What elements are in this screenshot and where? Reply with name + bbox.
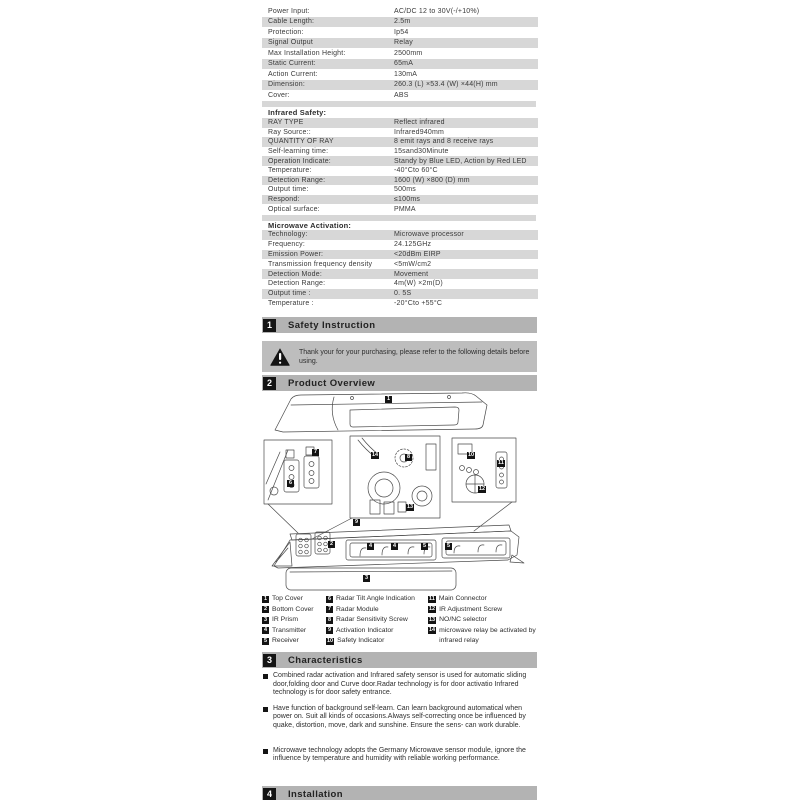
- spec-value: 24.125GHz: [394, 241, 432, 249]
- spec-label: Self-learning time:: [268, 148, 329, 156]
- spec-label: QUANTITY OF RAY: [268, 138, 334, 146]
- parts-list-item: [428, 626, 538, 646]
- spec-value: 2.5m: [394, 18, 411, 26]
- spec-row: [262, 176, 538, 186]
- table-separator: [262, 101, 536, 107]
- spec-row: [262, 156, 538, 166]
- warning-triangle-icon: [269, 347, 291, 367]
- spec-row: [262, 6, 538, 17]
- spec-label: Operation Indicate:: [268, 157, 331, 165]
- diagram-part-number-badge: 11: [498, 460, 504, 466]
- part-number-badge: 5: [263, 637, 268, 644]
- parts-list-item: [262, 605, 324, 615]
- section-number-badge: 2: [263, 377, 276, 390]
- parts-list-item: [262, 594, 324, 604]
- spec-row: [262, 80, 538, 91]
- spec-row: [262, 90, 538, 101]
- part-label: NO/NC selector: [439, 616, 487, 623]
- spec-label: Dimension:: [268, 81, 306, 89]
- part-label: IR Adjustment Screw: [439, 605, 503, 613]
- spec-label: RAY TYPE: [268, 119, 304, 127]
- spec-row: [262, 289, 538, 299]
- part-label: Main Connector: [438, 595, 487, 602]
- spec-row: [262, 38, 538, 49]
- spec-row: [262, 269, 538, 279]
- spec-value: Movement: [394, 270, 429, 278]
- spec-label: Cable Length:: [268, 18, 315, 26]
- parts-legend: [262, 594, 538, 652]
- spec-value: ABS: [394, 91, 409, 99]
- general-spec-table: [262, 6, 538, 101]
- part-number-badge: 14: [429, 627, 436, 633]
- parts-list-item: [262, 615, 324, 625]
- part-label: microwave relay be activated by infrared relay: [439, 626, 536, 644]
- spec-label: Detection Range:: [268, 280, 326, 288]
- spec-value: <5mW/cm2: [394, 260, 432, 268]
- section-header-installation: [262, 786, 537, 800]
- spec-value: 500ms: [394, 186, 417, 194]
- part-number-badge: 8: [327, 616, 332, 623]
- part-label: Radar Sensitivity Screw: [336, 616, 408, 623]
- spec-label: Emission Power:: [268, 250, 324, 258]
- part-label: IR Prism: [272, 616, 299, 623]
- spec-row: [262, 240, 538, 250]
- diagram-part-number-badge: 6: [288, 480, 293, 486]
- infrared-spec-table: [262, 118, 538, 214]
- warning-text: Thank your for your purchasing, please refer to the following details before using.: [299, 348, 530, 365]
- spec-value: Relay: [394, 39, 413, 47]
- spec-value: 4m(W) ×2m(D): [394, 280, 443, 288]
- infrared-section-title: Infrared Safety:: [268, 108, 327, 117]
- warning-box: [262, 341, 537, 372]
- characteristics-text: Microwave technology adopts the Germany Microwave sensor module, ignore the influence by temperature and humidity with reliable working performance.: [273, 746, 526, 763]
- diagram-part-number-badge: 1: [386, 396, 391, 402]
- parts-list-item: [326, 605, 428, 615]
- spec-row: [262, 27, 538, 38]
- parts-list-item: [326, 615, 428, 625]
- spec-label: Output time :: [268, 290, 311, 298]
- parts-list-item: [326, 594, 428, 604]
- section-title: Product Overview: [288, 377, 376, 389]
- spec-value: <20dBm EIRP: [394, 250, 441, 258]
- spec-row: [262, 259, 538, 269]
- spec-row: [262, 128, 538, 138]
- spec-value: Infrared940mm: [394, 128, 445, 136]
- spec-value: Ip54: [394, 28, 409, 36]
- spec-label: Max Installation Height:: [268, 49, 346, 57]
- diagram-part-number-badge: 7: [313, 449, 318, 455]
- part-label: Transmitter: [272, 626, 307, 634]
- spec-value: 15sand30Minute: [394, 148, 449, 156]
- spec-label: Transmission frequency density: [268, 260, 373, 268]
- spec-value: AC/DC 12 to 30V(-/+10%): [394, 7, 480, 15]
- spec-value: Microwave processor: [394, 231, 464, 239]
- parts-column-3: [428, 594, 538, 646]
- spec-value: Standy by Blue LED, Action by Red LED: [394, 157, 527, 165]
- spec-value: 1600 (W) ×800 (D) mm: [394, 176, 470, 184]
- characteristics-item: [262, 747, 538, 764]
- spec-label: Power Input:: [268, 7, 310, 15]
- part-number-badge: 7: [327, 606, 332, 612]
- parts-column-1: [262, 594, 324, 647]
- section-header-product-overview: [262, 375, 537, 391]
- characteristics-list: [262, 672, 538, 771]
- spec-label: Optical surface:: [268, 205, 320, 213]
- characteristics-item: [262, 705, 538, 731]
- section-title: Installation: [288, 788, 343, 800]
- spec-label: Cover:: [268, 91, 290, 99]
- part-number-badge: 4: [263, 627, 268, 633]
- spec-row: [262, 59, 538, 70]
- section-number-badge: 4: [263, 788, 276, 800]
- section-number-badge: 1: [263, 319, 276, 332]
- part-label: Safety Indicator: [337, 637, 385, 644]
- spec-row: [262, 69, 538, 80]
- spec-row: [262, 147, 538, 157]
- part-number-badge: 10: [327, 637, 334, 644]
- part-label: Receiver: [272, 637, 299, 644]
- spec-row: [262, 230, 538, 240]
- bullet-square-icon: [263, 749, 268, 754]
- part-number-badge: 6: [327, 595, 332, 602]
- part-label: Top Cover: [272, 595, 303, 602]
- spec-label: Detection Mode:: [268, 270, 322, 278]
- spec-value: -20°Cto +55°C: [394, 299, 443, 307]
- diagram-line-art: [262, 392, 538, 592]
- part-number-badge: 3: [263, 616, 268, 623]
- diagram-part-number-badge: 9: [354, 519, 359, 525]
- spec-row: [262, 195, 538, 205]
- parts-list-item: [428, 605, 538, 615]
- part-number-badge: 2: [263, 606, 268, 612]
- spec-label: Output time:: [268, 186, 309, 194]
- spec-row: [262, 299, 538, 309]
- spec-label: Temperature :: [268, 299, 314, 307]
- parts-list-item: [262, 626, 324, 636]
- diagram-part-number-badge: 8: [406, 454, 411, 460]
- diagram-part-number-badge: 5: [422, 543, 427, 549]
- spec-value: 65mA: [394, 60, 414, 68]
- diagram-part-number-badge: 13: [407, 504, 414, 510]
- spec-row: [262, 17, 538, 28]
- characteristics-text: Combined radar activation and Infrared safety sensor is used for automatic sliding door,folding door and Curve door.Radar technology is for door activatio Infrared technology is for door safety entrance.: [273, 672, 527, 697]
- spec-label: Action Current:: [268, 70, 318, 78]
- spec-value: 2500mm: [394, 49, 423, 57]
- spec-value: ≤100ms: [394, 196, 421, 204]
- spec-label: Respond:: [268, 196, 300, 204]
- spec-value: PMMA: [394, 205, 416, 213]
- spec-value: 0. 5S: [394, 290, 412, 298]
- section-header-characteristics: [262, 652, 537, 668]
- spec-row: [262, 204, 538, 214]
- spec-label: Signal Output: [268, 39, 314, 47]
- parts-column-2: [326, 594, 428, 647]
- spec-value: Reflect infrared: [394, 119, 445, 127]
- parts-list-item: [428, 615, 538, 625]
- spec-row: [262, 118, 538, 128]
- diagram-part-number-badge: 4: [392, 543, 397, 549]
- part-number-badge: 11: [429, 595, 435, 602]
- microwave-section-title: Microwave Activation:: [268, 221, 352, 230]
- part-number-badge: 9: [327, 627, 332, 633]
- spec-row: [262, 185, 538, 195]
- parts-list-item: [428, 594, 538, 604]
- bullet-square-icon: [263, 674, 268, 679]
- spec-row: [262, 48, 538, 59]
- spec-row: [262, 279, 538, 289]
- diagram-part-number-badge: 12: [479, 486, 486, 492]
- spec-row: [262, 137, 538, 147]
- part-number-badge: 13: [429, 616, 436, 623]
- spec-label: Detection Range:: [268, 176, 326, 184]
- spec-value: 260.3 (L) ×53.4 (W) ×44(H) mm: [394, 81, 498, 89]
- parts-list-item: [326, 626, 428, 636]
- parts-list-item: [262, 636, 324, 646]
- part-number-badge: 1: [263, 595, 268, 602]
- spec-label: Static Current:: [268, 60, 316, 68]
- part-label: Bottom Cover: [272, 605, 314, 613]
- spec-row: [262, 166, 538, 176]
- product-exploded-diagram: [262, 392, 538, 592]
- diagram-part-number-badge: 10: [468, 452, 475, 458]
- spec-row: [262, 250, 538, 260]
- spec-value: -40°Cto 60°C: [394, 167, 438, 175]
- section-title: Safety Instruction: [288, 319, 376, 331]
- spec-label: Temperature:: [268, 167, 312, 175]
- section-header-safety-instruction: [262, 317, 537, 333]
- parts-list-item: [326, 636, 428, 646]
- spec-label: Frequency:: [268, 241, 306, 249]
- part-label: Radar Module: [336, 605, 379, 613]
- diagram-part-number-badge: 3: [364, 575, 369, 581]
- section-title: Characteristics: [288, 654, 363, 666]
- diagram-part-number-badge: 5: [446, 543, 451, 549]
- content-column: [262, 0, 538, 800]
- diagram-part-number-badge: 4: [368, 543, 373, 549]
- spec-value: 8 emit rays and 8 receive rays: [394, 138, 494, 146]
- spec-label: Technology:: [268, 231, 308, 239]
- section-number-badge: 3: [263, 654, 276, 667]
- part-label: Activation Indicator: [336, 626, 394, 634]
- diagram-part-number-badge: 2: [329, 541, 334, 547]
- spec-label: Ray Source::: [268, 128, 311, 136]
- part-label: Radar Tilt Angle Indication: [336, 595, 415, 602]
- spec-label: Protection:: [268, 28, 304, 36]
- part-number-badge: 12: [429, 606, 436, 612]
- characteristics-item: [262, 672, 538, 698]
- spec-value: 130mA: [394, 70, 418, 78]
- characteristics-text: Have function of background self-learn. Can learn background automatical when power on. Suit all kinds of occasions.Always self-correcting once be influenced by quake, distortion, move, dark and sunshine. Ensure the sens- can work durable.: [273, 704, 526, 729]
- diagram-part-number-badge: 14: [372, 452, 379, 458]
- microwave-spec-table: [262, 230, 538, 308]
- bullet-square-icon: [263, 707, 268, 712]
